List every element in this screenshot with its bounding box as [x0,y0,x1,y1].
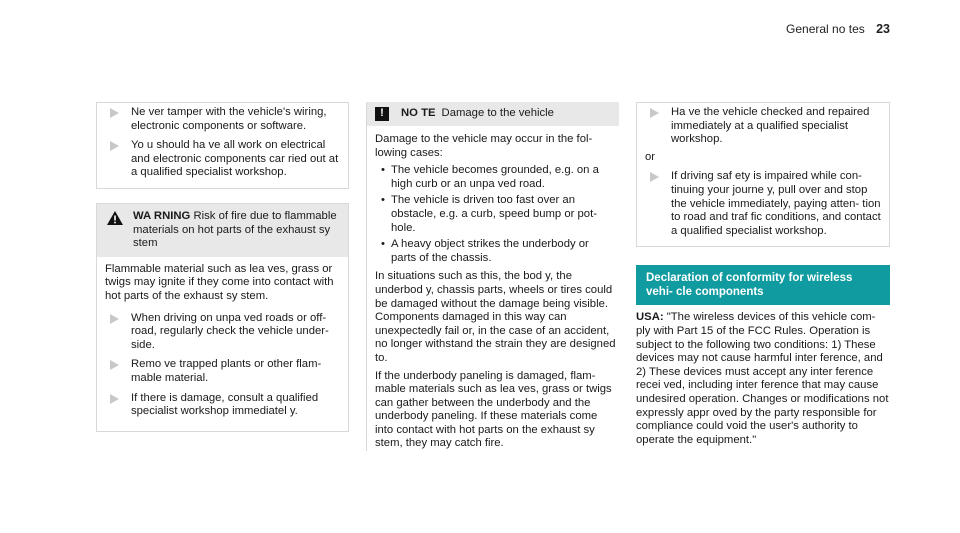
warning-body: Flammable material such as lea ves, grass or twigs may ignite if they come into contact with hot parts of the exhaust sy stem. [105,262,334,302]
bullet-dot-icon: • [381,238,385,251]
top-bullets-box [96,102,349,189]
bullet-dot-icon: • [381,194,385,207]
note-para-2: If the underbody paneling is damaged, flam‐ mable materials such as lea ves, grass or twigs can gather between the underbody and the underbody paneling. If these materials come into contact with hot parts on the exhaust sy stem, they may catch fire. [375,369,612,450]
bullet-text: Remo ve trapped plants or other flam‐ mable material. [131,358,322,384]
bullet-triangle-icon [97,392,131,419]
point-text: A heavy object strikes the underbody or parts of the chassis. [391,238,589,264]
bullet-triangle-icon [97,106,131,133]
list-item [97,106,340,133]
note-box [366,102,619,451]
list-item [97,139,340,180]
bullet-triangle-icon [637,170,671,238]
note-label: NO TE [401,107,436,120]
exclamation-icon: ! [375,107,389,121]
bullet-triangle-icon [97,312,131,353]
bullet-text: When driving on unpa ved roads or off-road, regularly check the vehicle under‐ side. [131,311,329,351]
bullet-text: If driving saf ety is impaired while con‐ tinuing your journe y, pull over and stop the vehicle immediately, paying atten‐ tion to road and traf fic conditions, and contact a qualified specialist workshop. [671,170,881,237]
point-text: The vehicle is driven too fast over an obstacle, e.g. a curb, speed bump or pot‐ hole. [391,194,597,234]
note-header [367,102,619,126]
note-intro: Damage to the vehicle may occur in the fol‐ lowing cases: [375,133,593,159]
bullet-triangle-icon [637,106,671,147]
declaration-text [636,311,890,447]
bullet-text: If there is damage, consult a qualified specialist workshop immediatel y. [131,391,319,418]
declaration-body: "The wireless devices of this vehicle com‐ ply with Part 15 of the FCC Rules. Operation is subject to the following two conditions: 1) These devices may not cause harmful inter ference, and 2) These devices must accept any inter ference recei ved, including inter ference that may cause undesired operation. Changes or modifications not expressly appr oved by the party responsible for compliance could void the user's authority to operate the equipment." [636,311,889,446]
note-para-1: In situations such as this, the bod y, the underbod y, chassis parts, wheels or tires could be damaged without the damage being visible. Components damaged in this way can unexpectedly fail or, in the case of an accident, no longer withstand the strain they are designed to. [375,270,616,364]
list-item [97,392,340,419]
note-title: Damage to the vehicle [441,107,554,120]
warning-title: Risk of fire due to flammable materials on hot parts of the exhaust sy stem [133,209,337,250]
usa-label: USA: [636,311,664,324]
column-2 [366,102,619,455]
bullet-text: Ne ver tamper with the vehicle's wiring, electronic components or software. [131,106,327,132]
declaration-section [636,265,890,447]
bullet-text: Yo u should ha ve all work on electrical and electronic components car ried out at a qualified specialist workshop. [131,139,339,179]
or-label: or [645,150,656,163]
bullet-text: Ha ve the vehicle checked and repaired immediately at a qualified specialist workshop. [671,106,870,146]
warning-box [96,203,349,432]
bullet-triangle-icon [97,358,131,385]
declaration-title: Declaration of conformity for wireless vehi‐ cle components [636,265,890,305]
page-header [786,22,890,36]
list-item [97,358,340,385]
bullet-triangle-icon [97,139,131,180]
warning-label: WA RNING [133,209,191,222]
point-text: The vehicle becomes grounded, e.g. on a high curb or an unpa ved road. [391,164,599,190]
warning-header [97,204,348,257]
header-title: General no tes [786,22,865,36]
bullet-dot-icon: • [381,164,385,177]
list-item [637,106,881,147]
column-1 [96,102,349,432]
list-item [375,194,617,235]
warning-triangle-icon [107,210,133,251]
list-item [375,238,617,265]
page-number: 23 [876,22,890,36]
list-item [375,164,617,191]
list-item [637,170,881,238]
column-3 [636,102,890,451]
action-box [636,102,890,247]
list-item [97,312,340,353]
